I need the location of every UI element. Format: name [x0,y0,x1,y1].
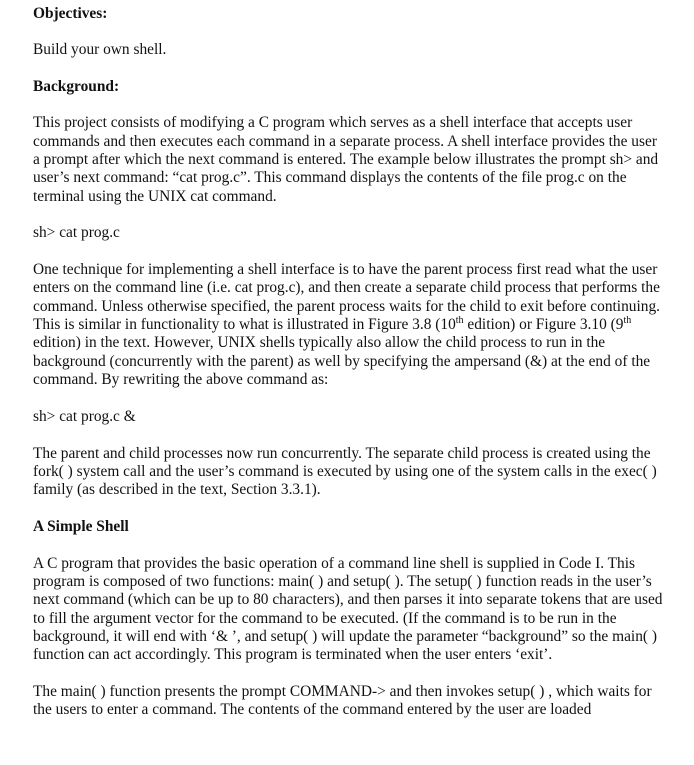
superscript-th-2: th [623,314,632,326]
technique-paragraph [33,261,663,389]
technique-text-b: edition) or Figure 3.10 (9 [463,316,624,334]
simple-shell-paragraph: A C program that provides the basic operation of a command line shell is supplied in Code I. This program is composed of two functions: main( ) and setup( ). The setup( ) function reads in the user’s next command (which can be up to 80 characters), and then parses it into separate tokens that are used to fill the argument vector for the command to be executed. (If the command is to be run in the background, it will end with ‘& ’, and setup( ) will update the parameter “background” so the main( ) function can act accordingly. This program is terminated when the user enters ‘exit’. [33,554,663,664]
objectives-text: Build your own shell. [33,41,167,59]
background-paragraph: This project consists of modifying a C program which serves as a shell interface that accepts user commands and then executes each command in a separate process. A shell interface provides the user a prompt after which the next command is entered. The example below illustrates the prompt sh> and user’s next command: “cat prog.c”. This command displays the contents of the file prog.c on the terminal using the UNIX cat command. [33,114,659,205]
document-page [33,5,663,720]
technique-text-a: One technique for implementing a shell interface is to have the parent process first read what the user enters on the command line (i.e. cat prog.c), and then create a separate child process that performs the command. Unless otherwise specified, the parent process waits for the child to exit before continuing. This is similar in functionality to what is illustrated in Figure 3.8 (10 [33,261,660,334]
background-heading: Background: [33,77,120,95]
concurrency-paragraph: The parent and child processes now run concurrently. The separate child process is created using the fork( ) system call and the user’s command is executed by using one of the system calls in the exec( ) family (as described in the text, Section 3.3.1). [33,444,657,499]
main-function-paragraph: The main( ) function presents the prompt COMMAND-> and then invokes setup( ) , which waits for the users to enter a command. The contents of the command entered by the user are loaded [33,683,652,719]
example-command: sh> cat prog.c [33,224,120,242]
background-command: sh> cat prog.c & [33,407,136,425]
superscript-th-1: th [455,314,464,326]
technique-text-c: edition) in the text. However, UNIX shells typically also allow the child process to run in the background (concurrently with the parent) as well by specifying the ampersand (&) at the end of the command. By rewriting the above command as: [33,334,651,388]
objectives-heading: Objectives: [33,5,108,22]
simple-shell-heading: A Simple Shell [33,517,129,535]
